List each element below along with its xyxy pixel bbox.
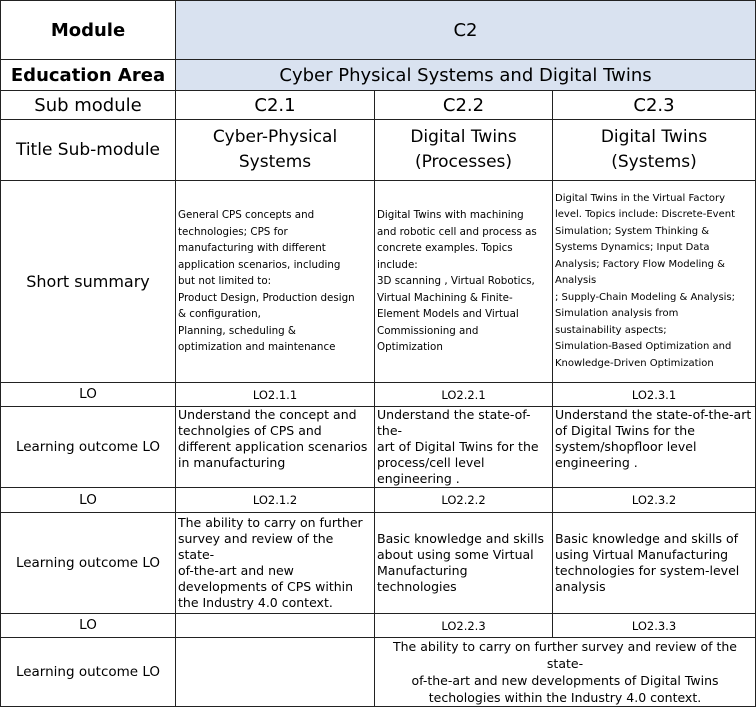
lo-code-row-3 [1, 614, 756, 638]
lo-label: LO [1, 488, 176, 513]
lo-code-row-1 [1, 383, 756, 407]
learning-outcome: Understand the state-of-the-art of Digital Twins for the system/shopfloor level engineering . [553, 407, 756, 488]
learning-outcome-shared: The ability to carry on further survey and review of the state- of-the-art and new developments of Digital Twins techologies within the Industry 4.0 context. [375, 638, 756, 707]
summary-1: General CPS concepts and technologies; CPS for manufacturing with different application scenarios, including but not limited to: Product Design, Production design & configuration, Planning, scheduling & optimization and maintenance [176, 181, 375, 383]
lo-code: LO2.2.3 [375, 614, 553, 638]
lo-code: LO2.3.1 [553, 383, 756, 407]
sub-module-code-2: C2.2 [375, 91, 553, 120]
lo-code: LO2.1.1 [176, 383, 375, 407]
lo-outcome-row-2 [1, 513, 756, 614]
education-area-label: Education Area [1, 60, 176, 91]
sub-module-title-3: Digital Twins (Systems) [553, 120, 756, 181]
sub-module-label: Sub module [1, 91, 176, 120]
summary-3: Digital Twins in the Virtual Factory level. Topics include: Discrete-Event Simulation; System Thinking & Systems Dynamics; Input Data Analysis; Factory Flow Modeling & Analysis ; Supply-Chain Modeling & Analysis; Simulation analysis from sustainability aspects; Simulation-Based Optimization and Knowledge-Driven Optimization [553, 181, 756, 383]
module-label: Module [1, 1, 176, 60]
sub-module-title-1: Cyber-Physical Systems [176, 120, 375, 181]
learning-outcome-label: Learning outcome LO [1, 407, 176, 488]
summary-row [1, 181, 756, 383]
lo-outcome-row-3 [1, 638, 756, 707]
learning-outcome-label: Learning outcome LO [1, 638, 176, 707]
lo-code: LO2.2.2 [375, 488, 553, 513]
sub-module-title-2: Digital Twins (Processes) [375, 120, 553, 181]
lo-code: LO2.1.2 [176, 488, 375, 513]
lo-code: LO2.3.2 [553, 488, 756, 513]
lo-outcome-row-1 [1, 407, 756, 488]
lo-code: LO2.2.1 [375, 383, 553, 407]
sub-module-code-3: C2.3 [553, 91, 756, 120]
education-area-row [1, 60, 756, 91]
learning-outcome-empty [176, 638, 375, 707]
module-row [1, 1, 756, 60]
learning-outcome: Understand the state-of-the- art of Digital Twins for the process/cell level engineering . [375, 407, 553, 488]
lo-label: LO [1, 383, 176, 407]
lo-code: LO2.3.3 [553, 614, 756, 638]
module-value: C2 [176, 1, 756, 60]
sub-module-code-1: C2.1 [176, 91, 375, 120]
learning-outcome: Basic knowledge and skills of using Virtual Manufacturing technologies for system-level analysis [553, 513, 756, 614]
education-area-value: Cyber Physical Systems and Digital Twins [176, 60, 756, 91]
sub-module-row [1, 91, 756, 120]
lo-label: LO [1, 614, 176, 638]
lo-code-row-2 [1, 488, 756, 513]
learning-outcome: Basic knowledge and skills about using some Virtual Manufacturing technologies [375, 513, 553, 614]
title-sub-module-label: Title Sub-module [1, 120, 176, 181]
title-row [1, 120, 756, 181]
lo-code-empty [176, 614, 375, 638]
short-summary-label: Short summary [1, 181, 176, 383]
learning-outcome: Understand the concept and technolgies of CPS and different application scenarios in manufacturing [176, 407, 375, 488]
summary-2: Digital Twins with machining and robotic cell and process as concrete examples. Topics include: 3D scanning , Virtual Robotics, Virtual Machining & Finite- Element Models and Virtual Commissioning and Optimization [375, 181, 553, 383]
learning-outcome: The ability to carry on further survey and review of the state- of-the-art and new developments of CPS within the Industry 4.0 context. [176, 513, 375, 614]
learning-outcome-label: Learning outcome LO [1, 513, 176, 614]
